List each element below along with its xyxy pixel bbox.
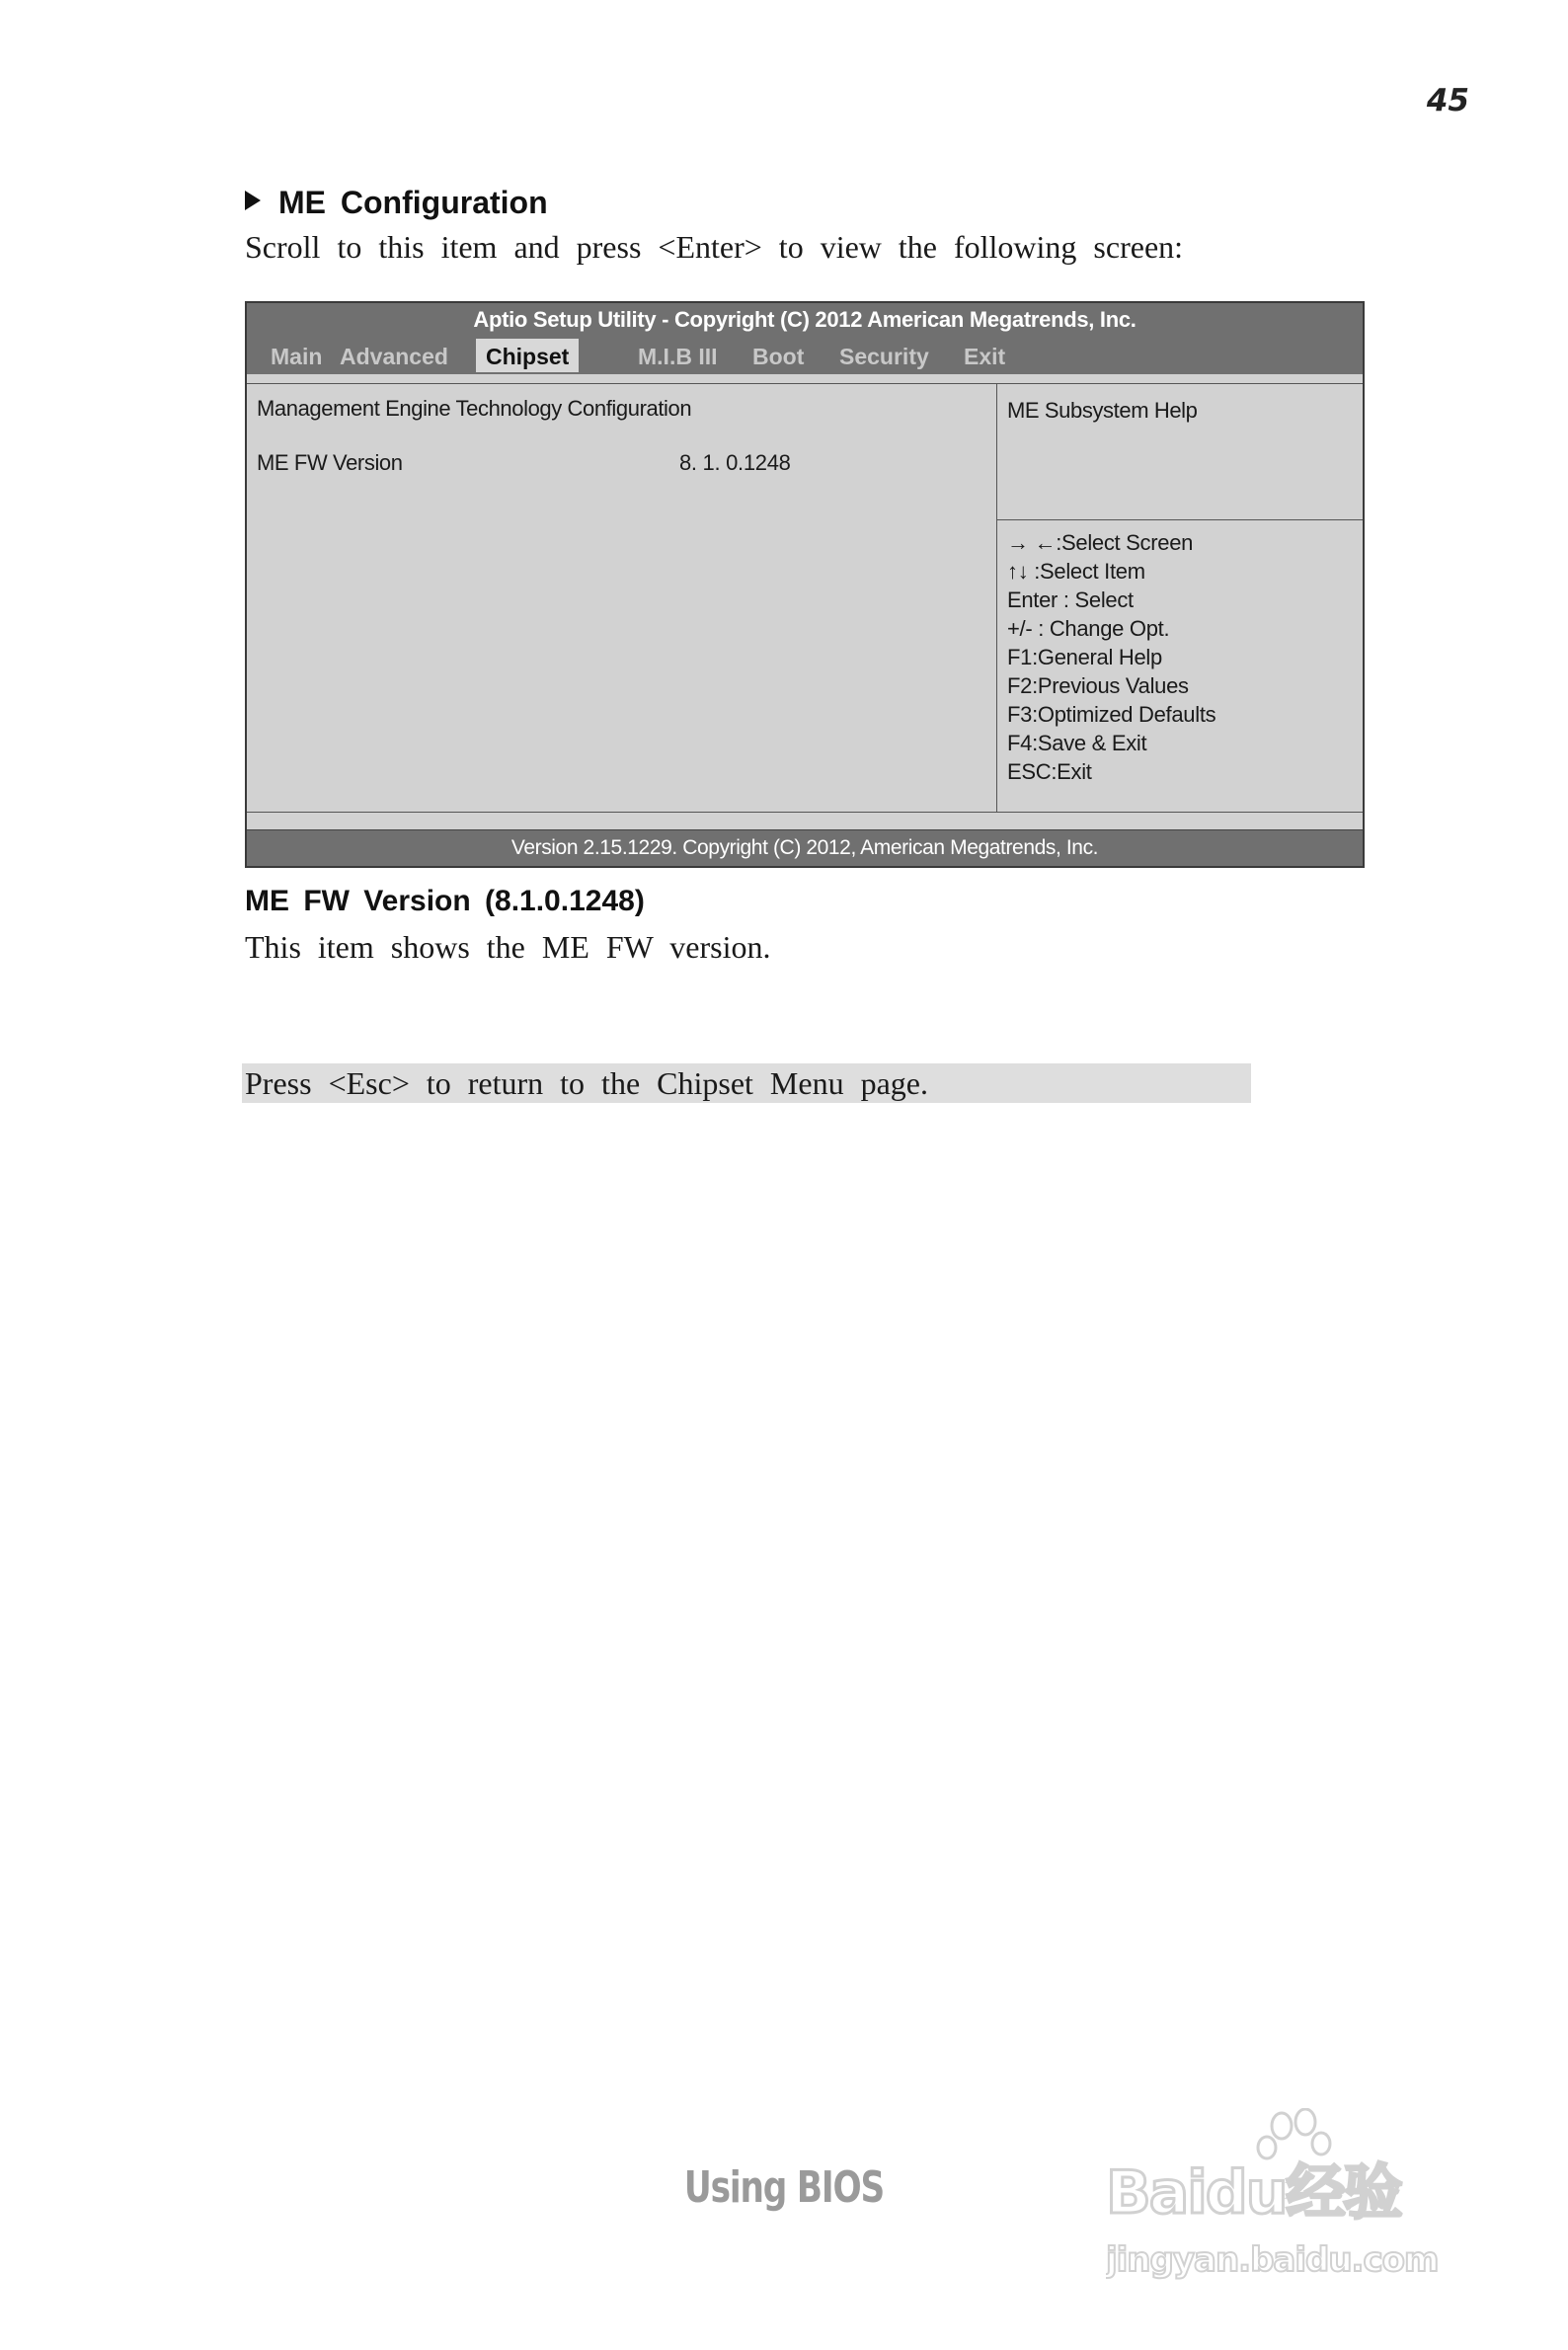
tab-mib-iii[interactable]: M.I.B III	[638, 344, 718, 369]
item-description: This item shows the ME FW version.	[245, 929, 771, 965]
key-optimized-defaults: F3:Optimized Defaults	[1007, 702, 1216, 727]
item-heading: ME FW Version (8.1.0.1248)	[245, 885, 645, 917]
baidu-watermark-logo	[1106, 2108, 1461, 2286]
section-heading	[245, 185, 548, 221]
bios-footer	[247, 829, 1363, 866]
key-general-help: F1:General Help	[1007, 645, 1162, 669]
key-select-item: ↑↓ :Select Item	[1007, 559, 1145, 584]
bios-panel-heading: Management Engine Technology Configuration	[257, 396, 692, 421]
bios-help-text: ME Subsystem Help	[1007, 398, 1198, 423]
bios-header-divider	[247, 374, 1363, 384]
tab-main[interactable]: Main	[271, 344, 323, 369]
intro-text: Scroll to this item and press <Enter> to view the following screen:	[245, 229, 1184, 265]
svg-text:jingyan.baidu.com: jingyan.baidu.com	[1106, 2240, 1439, 2280]
key-previous-values: F2:Previous Values	[1007, 673, 1189, 698]
section-heading-text: ME Configuration	[278, 185, 548, 220]
key-select-screen: → ←:Select Screen	[1007, 530, 1194, 555]
tab-chipset[interactable]: Chipset	[476, 339, 579, 372]
note-text: Press <Esc> to return to the Chipset Menu page.	[245, 1065, 928, 1101]
tab-advanced[interactable]: Advanced	[340, 344, 448, 369]
bios-header	[247, 303, 1363, 374]
note-bar	[242, 1063, 1251, 1103]
tab-exit[interactable]: Exit	[964, 344, 1006, 369]
key-save-exit: F4:Save & Exit	[1007, 731, 1147, 755]
key-esc-exit: ESC:Exit	[1007, 759, 1092, 784]
bios-title: Aptio Setup Utility - Copyright (C) 2012 American Megatrends, Inc.	[473, 307, 1137, 332]
svg-text:Baidu经验: Baidu经验	[1106, 2158, 1401, 2228]
tab-boot[interactable]: Boot	[752, 344, 805, 369]
me-fw-version-value: 8. 1. 0.1248	[679, 450, 791, 475]
triangle-bullet-icon	[245, 191, 261, 210]
bios-main-panel	[247, 384, 997, 812]
footer-title: Using BIOS	[683, 2162, 885, 2213]
bios-footer-divider	[247, 812, 1363, 831]
page-number: 45	[1426, 83, 1469, 118]
key-enter-select: Enter : Select	[1007, 588, 1134, 612]
me-fw-version-label[interactable]: ME FW Version	[257, 450, 403, 475]
key-change-opt: +/- : Change Opt.	[1007, 616, 1170, 641]
bios-key-legend	[1007, 528, 1363, 786]
bios-footer-text: Version 2.15.1229. Copyright (C) 2012, American Megatrends, Inc.	[510, 836, 1099, 859]
bios-help-panel	[997, 384, 1363, 520]
bios-screen	[245, 301, 1365, 868]
tab-security[interactable]: Security	[839, 344, 929, 369]
